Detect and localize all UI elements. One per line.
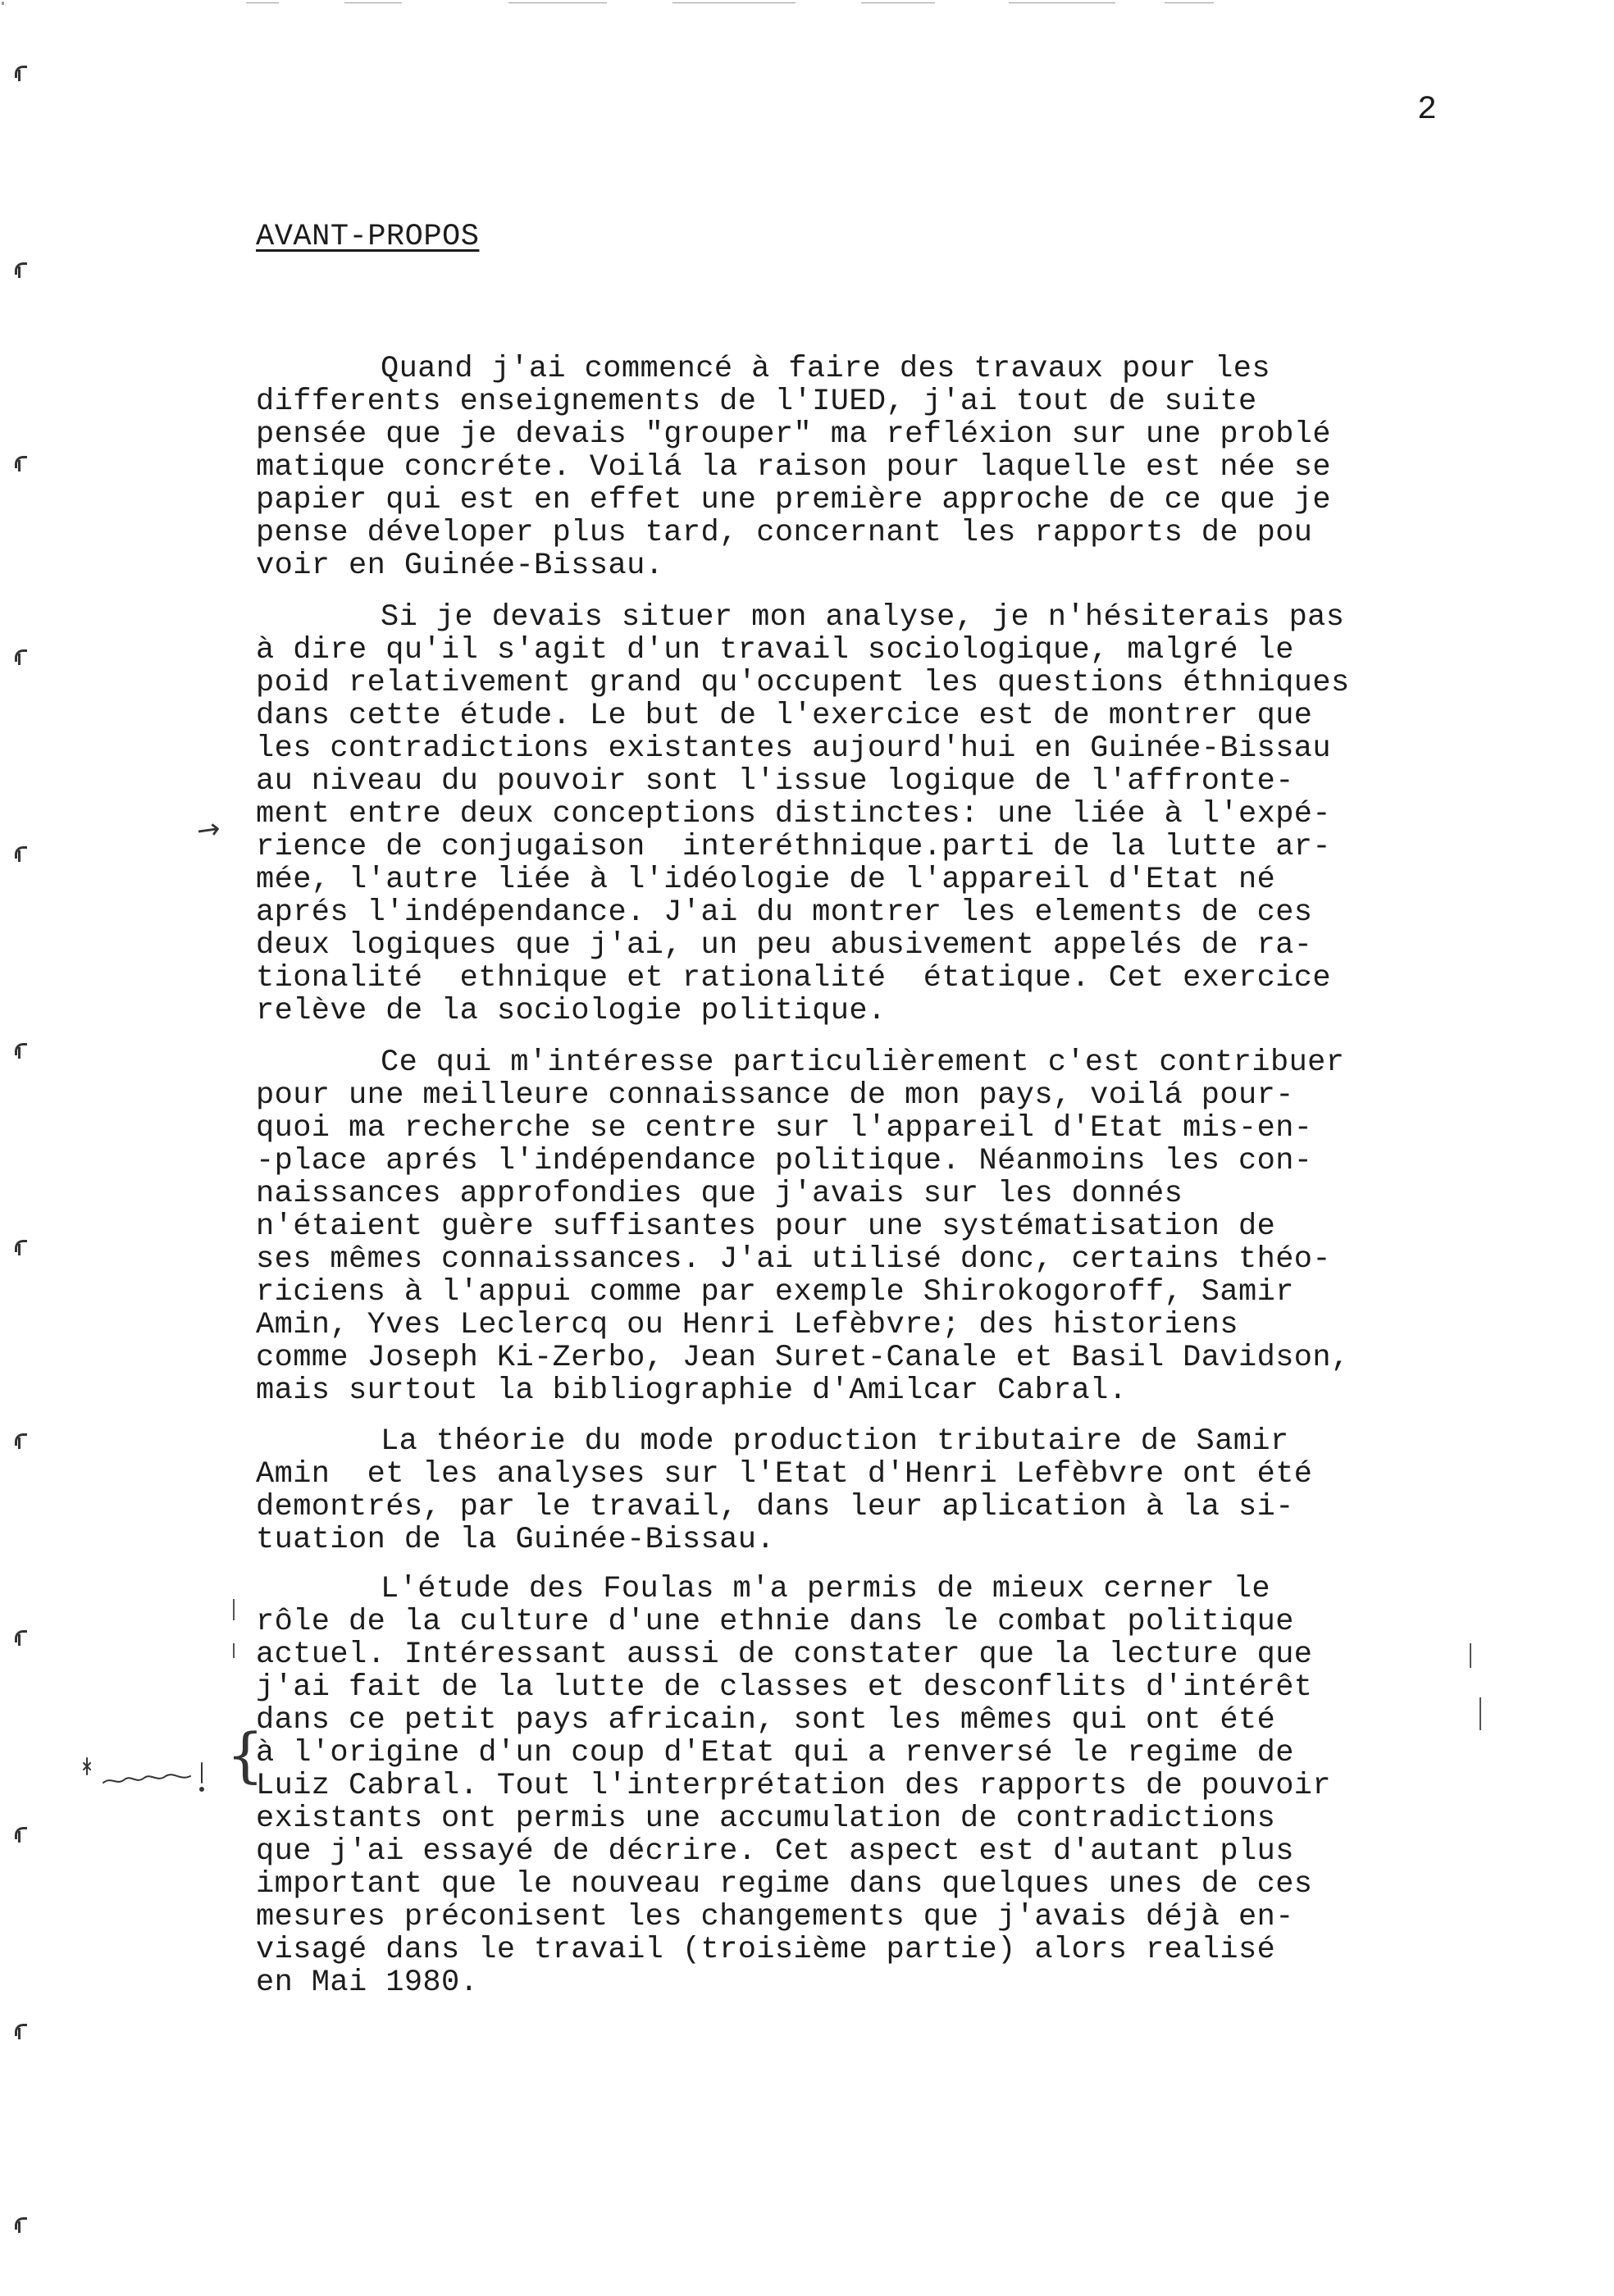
text-line: tionalité ethnique et rationalité étatique. Cet exercice [256,961,1332,995]
binder-hole-icon [15,2024,27,2036]
text-line: à dire qu'il s'agit d'un travail sociologique, malgré le [256,633,1294,667]
text-line: pensée que je devais "grouper" ma refléxion sur une problé [256,417,1332,452]
arrow-right-icon: → [194,812,223,848]
text-line: rience de conjugaison interéthnique.parti de la lutte ar- [256,830,1332,864]
curly-brace-icon: { [226,1720,264,1789]
text-line: Amin, Yves Leclercq ou Henri Lefèbvre; des historiens [256,1308,1238,1342]
binder-hole-icon [15,456,27,468]
text-line: L'étude des Foulas m'a permis de mieux cerner le [381,1572,1270,1606]
text-line: Si je devais situer mon analyse, je n'hésiterais pas [381,600,1345,635]
text-line: existants ont permis une accumulation de contradictions [256,1802,1276,1836]
text-line: differents enseignements de l'IUED, j'ai tout de suite [256,385,1257,419]
text-line: deux logiques que j'ai, un peu abusivement appelés de ra- [256,928,1313,963]
text-line: Ce qui m'intéresse particulièrement c'est contribuer [381,1046,1345,1080]
text-line: mée, l'autre liée à l'idéologie de l'appareil d'Etat né [256,863,1276,897]
text-line: actuel. Intéressant aussi de constater que la lecture que [256,1638,1313,1672]
text-line: papier qui est en effet une première approche de ce que je [256,483,1332,517]
binder-hole-icon [15,1240,27,1252]
paragraph-5 [256,1573,1535,1999]
text-line: relève de la sociologie politique. [256,994,887,1028]
text-line: j'ai fait de la lutte de classes et desconflits d'intérêt [256,1670,1313,1705]
text-line: n'étaient guère suffisantes pour une systématisation de [256,1210,1276,1244]
text-line: tuation de la Guinée-Bissau. [256,1523,775,1557]
binder-hole-icon [15,649,27,662]
text-line: Quand j'ai commencé à faire des travaux pour les [381,352,1270,386]
page-heading: AVANT-PROPOS [256,220,480,254]
paragraph-3 [256,1046,1535,1407]
paragraph-1 [256,353,1535,582]
binder-hole-icon [15,1630,27,1642]
binder-hole-icon [15,846,27,859]
scan-edge-noise [0,0,1614,7]
text-line: naissances approfondies que j'avais sur les donnés [256,1177,1183,1211]
binder-hole-icon [15,1433,27,1446]
text-line: demontrés, par le travail, dans leur aplication à la si- [256,1490,1294,1524]
text-line: comme Joseph Ki-Zerbo, Jean Suret-Canale et Basil Davidson, [256,1341,1350,1375]
text-line: les contradictions existantes aujourd'hui en Guinée-Bissau [256,731,1332,766]
text-line: aprés l'indépendance. J'ai du montrer les elements de ces [256,895,1313,930]
binder-hole-icon [15,1043,27,1055]
text-line: pour une meilleure connaissance de mon pays, voilá pour- [256,1078,1294,1113]
margin-vertical-mark [233,1599,235,1620]
text-line: Luiz Cabral. Tout l'interprétation des rapports de pouvoir [256,1769,1332,1803]
binder-hole-icon [15,2217,27,2230]
paragraph-4 [256,1425,1535,1556]
text-line: ment entre deux conceptions distinctes: une liée à l'expé- [256,797,1332,831]
text-line: mesures préconisent les changements que j'avais déjà en- [256,1900,1294,1934]
text-line: en Mai 1980. [256,1966,479,2000]
binder-hole-icon [15,262,27,275]
text-line: riciens à l'appui comme par exemple Shirokogoroff, Samir [256,1275,1294,1310]
text-line: au niveau du pouvoir sont l'issue logique de l'affronte- [256,764,1294,799]
text-line: -place aprés l'indépendance politique. Néanmoins les con- [256,1144,1313,1178]
text-line: voir en Guinée-Bissau. [256,549,664,583]
page-number: 2 [1417,92,1438,129]
text-line: que j'ai essayé de décrire. Cet aspect est d'autant plus [256,1834,1294,1869]
text-line: important que le nouveau regime dans quelques unes de ces [256,1867,1313,1902]
text-line: visagé dans le travail (troisième partie) alors realisé [256,1933,1276,1967]
text-line: La théorie du mode production tributaire de Samir [381,1424,1289,1459]
text-line: matique concréte. Voilá la raison pour laquelle est née se [256,450,1332,485]
text-line: Amin et les analyses sur l'Etat d'Henri Lefèbvre ont été [256,1457,1313,1492]
handwritten-note-icon [79,1755,218,1794]
text-line: rôle de la culture d'une ethnie dans le combat politique [256,1605,1294,1639]
margin-vertical-mark [233,1643,235,1658]
text-line: quoi ma recherche se centre sur l'appareil d'Etat mis-en- [256,1111,1313,1146]
text-line: pense déveloper plus tard, concernant les rapports de pou [256,516,1313,550]
text-line: poid relativement grand qu'occupent les questions éthniques [256,666,1350,700]
text-line: dans ce petit pays africain, sont les mêmes qui ont été [256,1703,1276,1738]
text-line: à l'origine d'un coup d'Etat qui a renversé le regime de [256,1736,1294,1770]
binder-hole-icon [15,1827,27,1839]
text-line: ses mêmes connaissances. J'ai utilisé donc, certains théo- [256,1242,1332,1277]
text-line: dans cette étude. Le but de l'exercice est de montrer que [256,699,1313,733]
text-line: mais surtout la bibliographie d'Amilcar Cabral. [256,1374,1128,1408]
paragraph-2 [256,601,1535,1027]
binder-hole-icon [15,66,27,78]
